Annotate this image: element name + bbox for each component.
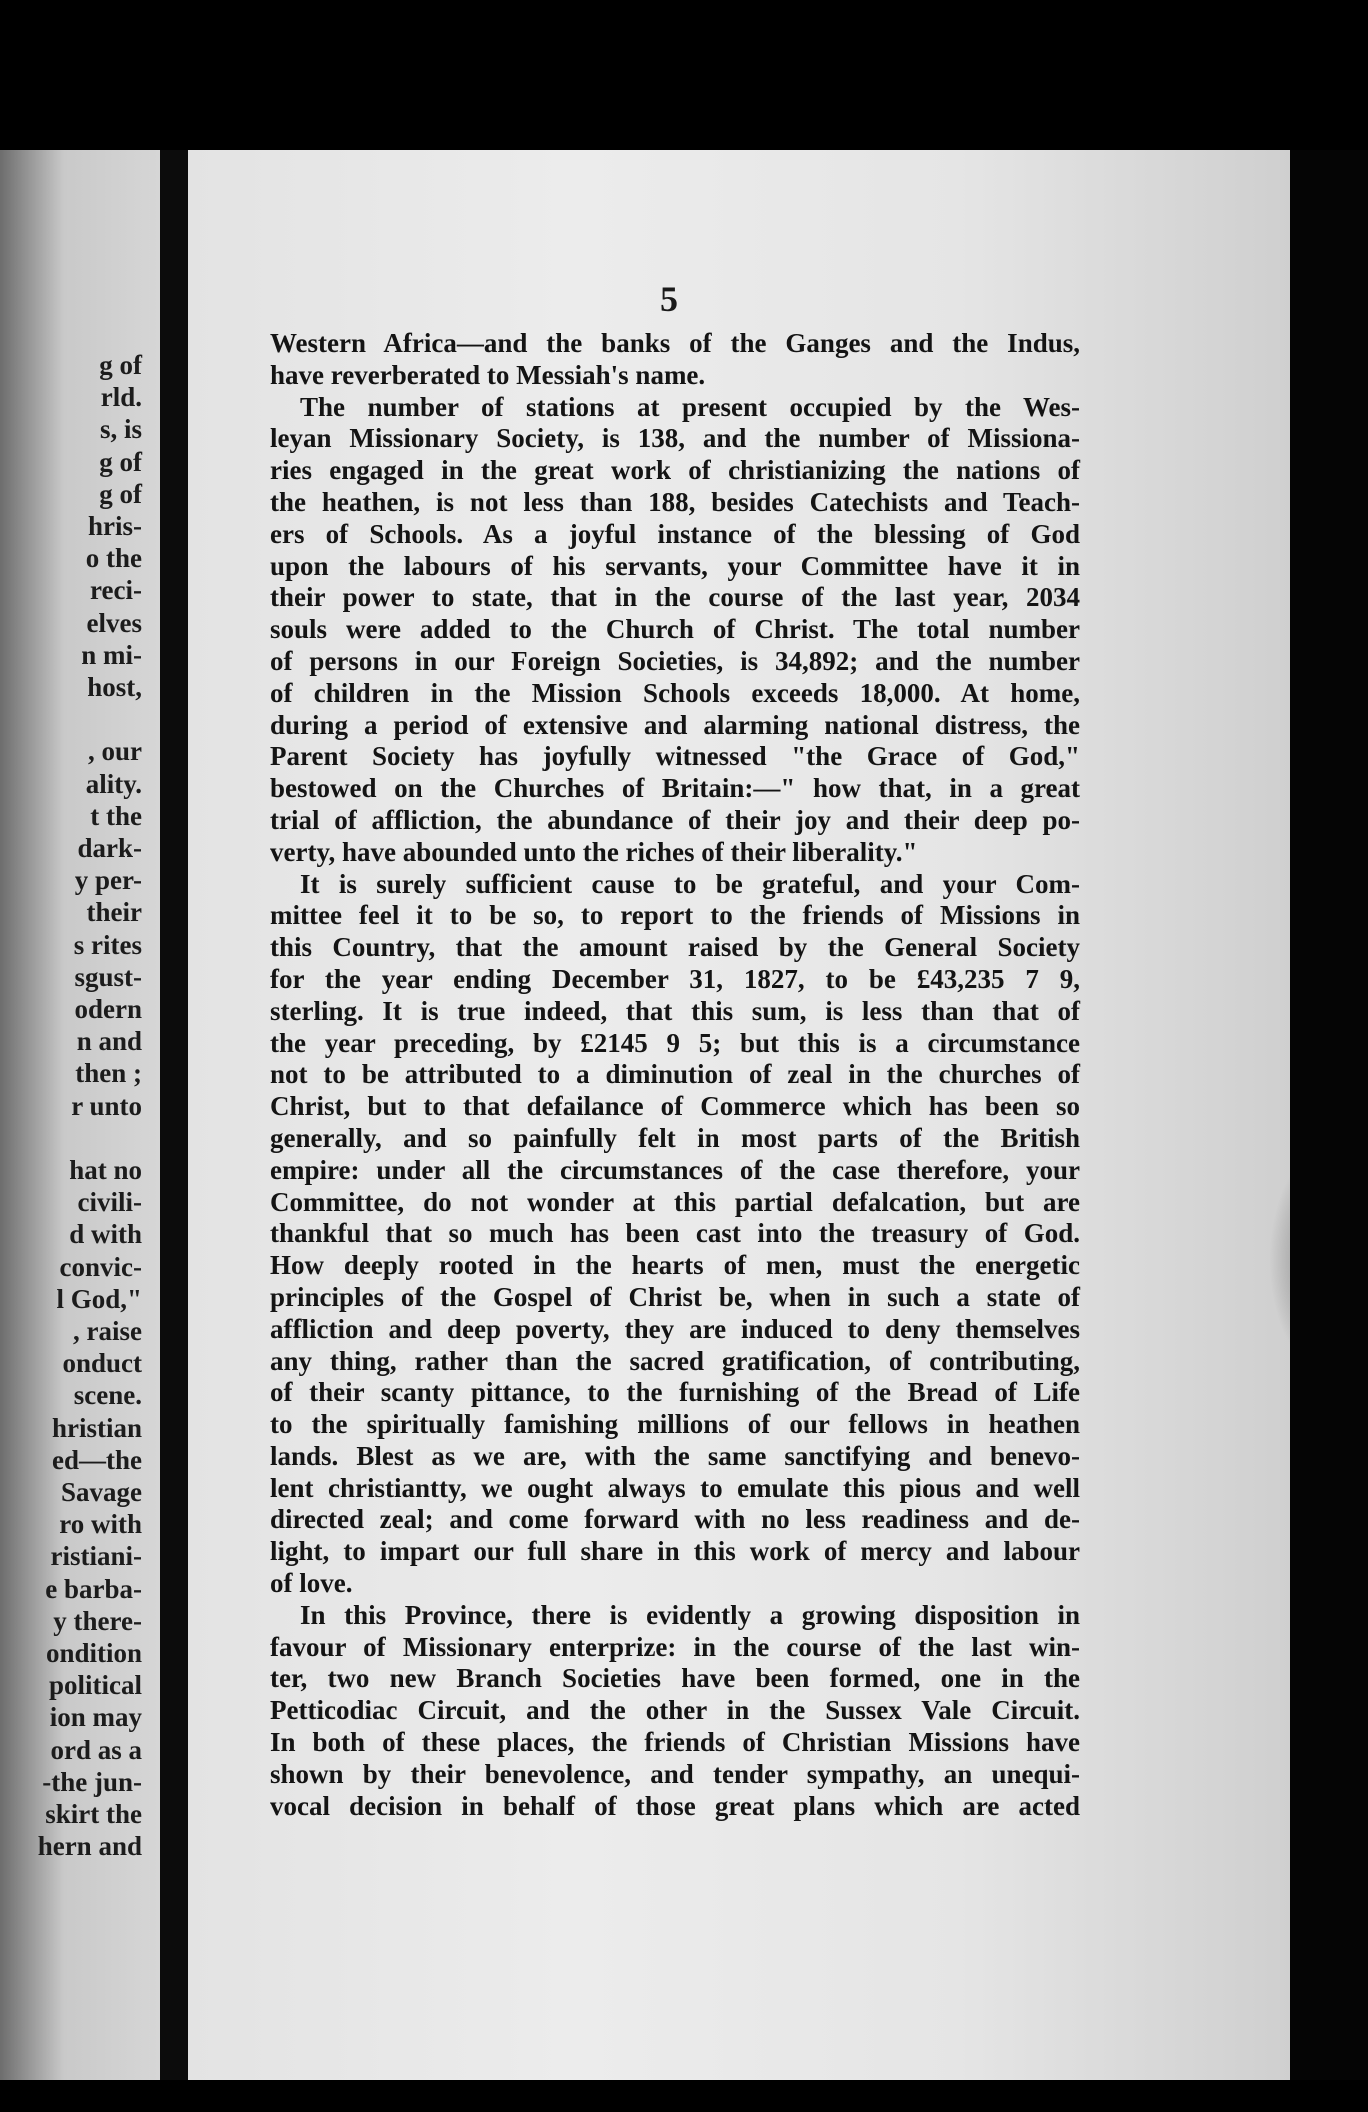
left-page-line: rld.: [100, 382, 142, 413]
page-number: 5: [660, 279, 678, 319]
left-page-line: hern and: [37, 1831, 142, 1862]
left-page-line: hristian: [51, 1412, 142, 1443]
text-line: upon the labours of his servants, your Committee have it in: [270, 550, 1080, 581]
left-page-line: y there-: [53, 1605, 142, 1636]
left-page-line: odern: [74, 994, 142, 1024]
text-line: their power to state, that in the course of the last year, 2034: [270, 582, 1080, 613]
left-page-line: skirt the: [45, 1799, 142, 1829]
left-page-line: dark-: [77, 833, 142, 863]
text-line: How deeply rooted in the hearts of men, must the energetic: [270, 1250, 1080, 1281]
left-page-line: -the jun-: [42, 1766, 142, 1797]
left-page-fragment: [0, 150, 160, 2080]
page-edge-shadow: [1290, 150, 1368, 2080]
left-page-line: t the: [90, 800, 142, 831]
left-page-line: hris-: [88, 511, 142, 541]
text-line: generally, and so painfully felt in most parts of the British: [270, 1122, 1080, 1153]
text-line: verty, have abounded unto the riches of their liberality.": [270, 836, 918, 867]
text-line: trial of affliction, the abundance of their joy and their deep po-: [270, 804, 1080, 835]
text-line: vocal decision in behalf of those great plans which are acted: [270, 1790, 1080, 1821]
text-line: shown by their benevolence, and tender sympathy, an unequi-: [270, 1758, 1080, 1789]
text-line: lands. Blest as we are, with the same sanctifying and benevo-: [270, 1440, 1080, 1471]
text-line: not to be attributed to a diminution of zeal in the churches of: [270, 1059, 1080, 1090]
left-page-line: political: [49, 1670, 142, 1701]
text-line: light, to impart our full share in this work of mercy and labour: [270, 1536, 1080, 1567]
text-line: favour of Missionary enterprize: in the course of the last win-: [270, 1631, 1080, 1662]
text-line: have reverberated to Messiah's name.: [270, 359, 706, 390]
left-page-line: s rites: [73, 929, 142, 960]
text-line: principles of the Gospel of Christ be, when in such a state of: [270, 1281, 1080, 1312]
left-page-line: scene.: [73, 1380, 142, 1411]
left-page-line: ristiani-: [50, 1541, 142, 1572]
text-line: In both of these places, the friends of Christian Missions have: [270, 1727, 1080, 1758]
left-page-line: , raise: [73, 1316, 142, 1346]
left-page-line: , our: [88, 736, 142, 767]
left-page-line: g of: [99, 478, 142, 509]
text-line: of persons in our Foreign Societies, is 34,892; and the number: [270, 645, 1080, 676]
left-page-line: host,: [87, 672, 142, 702]
text-line: sterling. It is true indeed, that this sum, is less than that of: [270, 995, 1080, 1026]
text-line: Committee, do not wonder at this partial defalcation, but are: [270, 1186, 1080, 1217]
left-page-line: n and: [76, 1026, 142, 1057]
left-page-line: Savage: [61, 1477, 142, 1507]
text-line: ter, two new Branch Societies have been formed, one in the: [270, 1663, 1080, 1694]
page-gutter: [160, 150, 188, 2080]
text-line: during a period of extensive and alarming national distress, the: [270, 709, 1080, 740]
left-page-line: g of: [99, 350, 142, 380]
body-text: [270, 328, 1080, 1822]
text-line: of their scanty pittance, to the furnishing of the Bread of Life: [270, 1377, 1080, 1408]
left-page-line: d with: [69, 1219, 142, 1250]
left-page-line: ion may: [49, 1702, 142, 1733]
left-page-line: elves: [86, 607, 142, 638]
left-page-line: reci-: [90, 575, 142, 606]
text-line: directed zeal; and come forward with no less readiness and de-: [270, 1504, 1080, 1535]
left-page-line: r unto: [71, 1090, 142, 1121]
text-line: thankful that so much has been cast into the treasury of God.: [270, 1218, 1080, 1249]
left-page-line: sgust-: [74, 961, 142, 992]
text-line: Christ, but to that defailance of Commerce which has been so: [270, 1091, 1080, 1122]
left-page-line: civili-: [77, 1187, 142, 1218]
left-page-line: ondition: [45, 1638, 142, 1668]
text-line: the heathen, is not less than 188, besides Catechists and Teach-: [270, 486, 1080, 517]
left-page-line: l God,": [56, 1283, 142, 1314]
left-page-line: ality.: [85, 768, 142, 799]
text-line: of love.: [270, 1568, 353, 1599]
left-page-line: hat no: [69, 1155, 142, 1185]
left-page-line: ed—the: [52, 1444, 142, 1475]
left-page-line: convic-: [59, 1251, 142, 1282]
text-line: for the year ending December 31, 1827, to be £43,235 7 9,: [270, 963, 1080, 994]
left-page-line: ro with: [59, 1509, 142, 1540]
text-line: this Country, that the amount raised by the General Society: [270, 932, 1080, 963]
text-line: the year preceding, by £2145 9 5; but this is a circumstance: [270, 1027, 1080, 1058]
left-page-line: y per-: [74, 865, 142, 896]
text-line: leyan Missionary Society, is 138, and the number of Missiona-: [270, 423, 1080, 454]
text-line: any thing, rather than the sacred gratification, of contributing,: [270, 1345, 1080, 1376]
text-line: empire: under all the circumstances of the case therefore, your: [270, 1154, 1080, 1185]
text-line: The number of stations at present occupied by the Wes-: [300, 391, 1080, 422]
text-line: In this Province, there is evidently a growing disposition in: [300, 1599, 1080, 1630]
left-page-line: e barba-: [45, 1573, 142, 1604]
text-line: It is surely sufficient cause to be grateful, and your Com-: [300, 868, 1080, 899]
text-line: to the spiritually famishing millions of our fellows in heathen: [270, 1409, 1080, 1440]
text-line: Petticodiac Circuit, and the other in the Sussex Vale Circuit.: [270, 1695, 1080, 1726]
left-page-line: n mi-: [81, 639, 142, 670]
text-line: of children in the Mission Schools exceeds 18,000. At home,: [270, 677, 1080, 708]
left-page-line: their: [86, 897, 142, 928]
left-page-line: s, is: [99, 414, 142, 445]
text-line: mittee feel it to be so, to report to the friends of Missions in: [270, 900, 1080, 931]
left-page-line: o the: [85, 543, 142, 574]
text-line: ers of Schools. As a joyful instance of the blessing of God: [270, 518, 1080, 549]
left-page-line: onduct: [62, 1348, 142, 1379]
text-line: Parent Society has joyfully witnessed "the Grace of God,": [270, 741, 1080, 772]
left-page-line: g of: [99, 446, 142, 477]
left-page-line: ord as a: [50, 1734, 142, 1765]
text-line: bestowed on the Churches of Britain:—" how that, in a great: [270, 773, 1080, 804]
text-line: Western Africa—and the banks of the Ganges and the Indus,: [270, 328, 1080, 358]
text-line: affliction and deep poverty, they are induced to deny themselves: [270, 1313, 1080, 1344]
text-line: souls were added to the Church of Christ. The total number: [270, 614, 1080, 645]
text-line: lent christiantty, we ought always to emulate this pious and well: [270, 1472, 1080, 1503]
text-line: ries engaged in the great work of christianizing the nations of: [270, 455, 1080, 486]
left-page-line: then ;: [75, 1058, 142, 1089]
